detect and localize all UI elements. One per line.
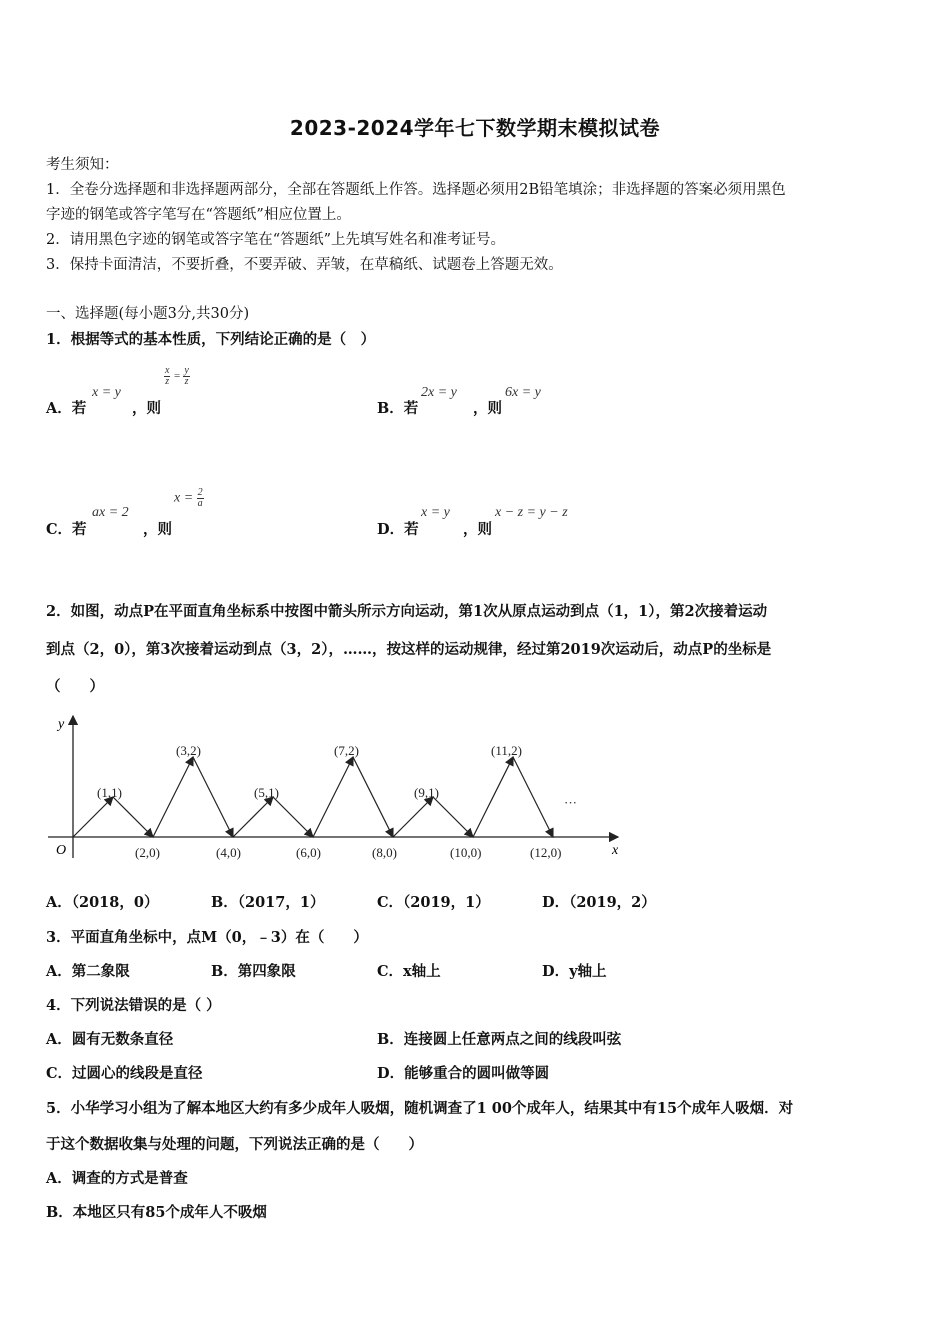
point-label: (9,1)	[414, 785, 439, 800]
q1-option-a-prefix: A．若	[46, 400, 87, 417]
question-5-line: 于这个数据收集与处理的问题，下列说法正确的是（ ）	[46, 1136, 423, 1153]
point-label: (4,0)	[216, 845, 241, 860]
q1-option-a-then: ，则	[132, 400, 161, 417]
path-segment	[273, 797, 313, 837]
q1-option-a-result: $\frac{x}{z}$ = $\frac{y}{z}$	[165, 365, 189, 387]
ellipsis-label: ···	[564, 795, 577, 810]
question-2-line: 到点（2，0），第3次接着运动到点（3，2），……，按这样的运动规律，经过第2019次运动后，动点P的坐标是	[46, 641, 772, 658]
notice-item: 3．保持卡面清洁，不要折叠，不要弄破、弄皱，在草稿纸、试题卷上答题无效。	[46, 257, 563, 273]
q4-option-d: D．能够重合的圆叫做等圆	[377, 1065, 550, 1082]
q1-option-b-prefix: B．若	[377, 400, 419, 417]
q5-option-b: B．本地区只有85个成年人不吸烟	[46, 1204, 267, 1221]
q1-option-c-condition: ax = 2	[92, 505, 129, 520]
q2-motion-figure	[40, 708, 640, 868]
point-label: (6,0)	[296, 845, 321, 860]
x-axis-label: x	[612, 843, 619, 858]
q4-option-b: B．连接圆上任意两点之间的线段叫弦	[377, 1031, 622, 1048]
path-segment	[193, 757, 233, 837]
q1-option-d-result: x − z = y − z	[495, 505, 568, 520]
page-title: 2023-2024学年七下数学期末模拟试卷	[289, 116, 661, 140]
point-label: (12,0)	[530, 845, 562, 860]
origin-label: O	[56, 843, 67, 858]
q2-option-a: A．（2018，0）	[46, 894, 159, 911]
question-2-line: 2．如图，动点P在平面直角坐标系中按图中箭头所示方向运动，第1次从原点运动到点（1，1），第2次接着运动	[46, 603, 768, 620]
notice-item: 字迹的钢笔或答字笔写在“答题纸”相应位置上。	[46, 207, 351, 223]
q2-option-d: D．（2019，2）	[542, 894, 656, 911]
q3-option-b: B．第四象限	[211, 963, 296, 980]
path-segment	[153, 757, 193, 837]
q5-option-a: A．调查的方式是普查	[46, 1170, 188, 1187]
question-2-line: （ ）	[46, 678, 104, 695]
q1-option-d-prefix: D．若	[377, 521, 419, 538]
path-segment	[353, 757, 393, 837]
q2-option-c: C．（2019，1）	[377, 894, 490, 911]
q1-option-c-prefix: C．若	[46, 521, 87, 538]
point-label: (3,2)	[176, 743, 201, 758]
question-3-stem: 3．平面直角坐标中，点M（0，﹣3）在（ ）	[46, 929, 368, 946]
section-heading: 一、选择题(每小题3分,共30分)	[46, 306, 250, 322]
question-5-line: 5．小华学习小组为了解本地区大约有多少成年人吸烟，随机调查了1 00个成年人，结果其中有15个成年人吸烟．对	[46, 1100, 794, 1117]
q3-option-d: D．y轴上	[542, 963, 607, 980]
q1-option-b-condition: 2x = y	[421, 385, 457, 400]
q3-option-c: C．x轴上	[377, 963, 441, 980]
point-label: (7,2)	[334, 743, 359, 758]
q1-option-d-then: ，则	[463, 521, 492, 538]
q1-option-a-condition: x = y	[92, 385, 121, 400]
question-4-stem: 4．下列说法错误的是（ ）	[46, 997, 221, 1014]
point-label: (10,0)	[450, 845, 482, 860]
q2-option-b: B．（2017，1）	[211, 894, 325, 911]
point-label: (8,0)	[372, 845, 397, 860]
path-segment	[433, 797, 473, 837]
path-segment	[233, 797, 273, 837]
path-segment	[313, 757, 353, 837]
path-segment	[73, 797, 113, 837]
q3-option-a: A．第二象限	[46, 963, 130, 980]
q1-option-c-result: x = $\frac{2}{a}$	[174, 487, 203, 509]
q1-option-b-then: ，则	[473, 400, 502, 417]
path-segment	[513, 757, 553, 837]
point-label: (5,1)	[254, 785, 279, 800]
point-label: (2,0)	[135, 845, 160, 860]
path-segment	[393, 797, 433, 837]
path-segment	[113, 797, 153, 837]
point-label: (11,2)	[491, 743, 522, 758]
notice-heading: 考生须知：	[46, 157, 119, 173]
question-1-stem: 1．根据等式的基本性质，下列结论正确的是（ ）	[46, 331, 376, 348]
notice-item: 2．请用黑色字迹的钢笔或答字笔在“答题纸”上先填写姓名和准考证号。	[46, 232, 506, 248]
q4-option-a: A．圆有无数条直径	[46, 1031, 174, 1048]
q1-option-c-then: ，则	[143, 521, 172, 538]
notice-item: 1．全卷分选择题和非选择题两部分，全部在答题纸上作答。选择题必须用2B铅笔填涂；非选择题的答案必须用黑色	[46, 182, 786, 198]
q1-option-b-result: 6x = y	[505, 385, 541, 400]
q1-option-d-condition: x = y	[421, 505, 450, 520]
y-axis-label: y	[58, 717, 65, 732]
q4-option-c: C．过圆心的线段是直径	[46, 1065, 203, 1082]
path-segment	[473, 757, 513, 837]
point-label: (1,1)	[97, 785, 122, 800]
